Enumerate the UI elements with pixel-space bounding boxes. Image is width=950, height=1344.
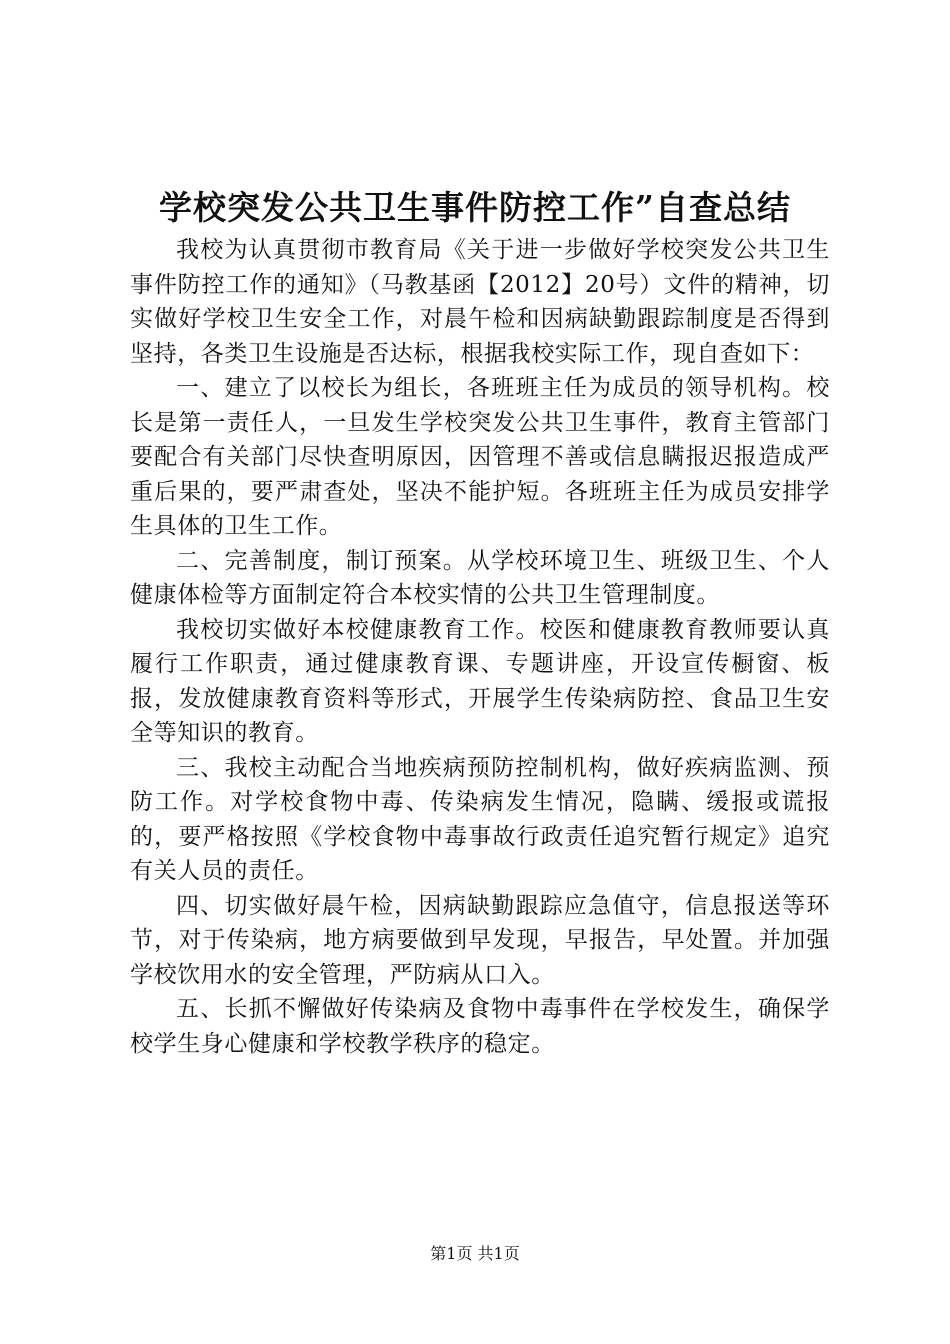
paragraph-section-2: 二、完善制度，制订预案。从学校环境卫生、班级卫生、个人健康体检等方面制定符合本校实情的公共卫生管理制度。 [130,547,830,608]
paragraph-health-education: 我校切实做好本校健康教育工作。校医和健康教育教师要认真履行工作职责，通过健康教育课、专题讲座，开设宣传橱窗、板报，发放健康教育资料等形式，开展学生传染病防控、食品卫生安全等知识的教育。 [130,616,830,746]
paragraph-section-4: 四、切实做好晨午检，因病缺勤跟踪应急值守，信息报送等环节，对于传染病，地方病要做到早发现，早报告，早处置。并加强学校饮用水的安全管理，严防病从口入。 [130,892,830,988]
paragraph-intro: 我校为认真贯彻市教育局《关于进一步做好学校突发公共卫生事件防控工作的通知》（马教基函【2012】20号）文件的精神，切实做好学校卫生安全工作，对晨午检和因病缺勤跟踪制度是否得到坚持，各类卫生设施是否达标，根据我校实际工作，现自查如下： [130,237,830,367]
paragraph-section-5: 五、长抓不懈做好传染病及食物中毒事件在学校发生，确保学校学生身心健康和学校教学秩序的稳定。 [130,996,830,1057]
document-body [130,233,830,1061]
paragraph-section-1: 一、建立了以校长为组长，各班班主任为成员的领导机构。校长是第一责任人，一旦发生学校突发公共卫生事件，教育主管部门要配合有关部门尽快查明原因，因管理不善或信息瞒报迟报造成严重后果的，要严肃查处，坚决不能护短。各班班主任为成员安排学生具体的卫生工作。 [130,375,830,539]
document-title: 学校突发公共卫生事件防控工作”自查总结 [159,188,791,227]
page-footer: 第1页 共1页 [430,1244,520,1263]
paragraph-section-3: 三、我校主动配合当地疾病预防控制机构，做好疾病监测、预防工作。对学校食物中毒、传染病发生情况，隐瞒、缓报或谎报的，要严格按照《学校食物中毒事故行政责任追究暂行规定》追究有关人员的责任。 [130,754,830,884]
